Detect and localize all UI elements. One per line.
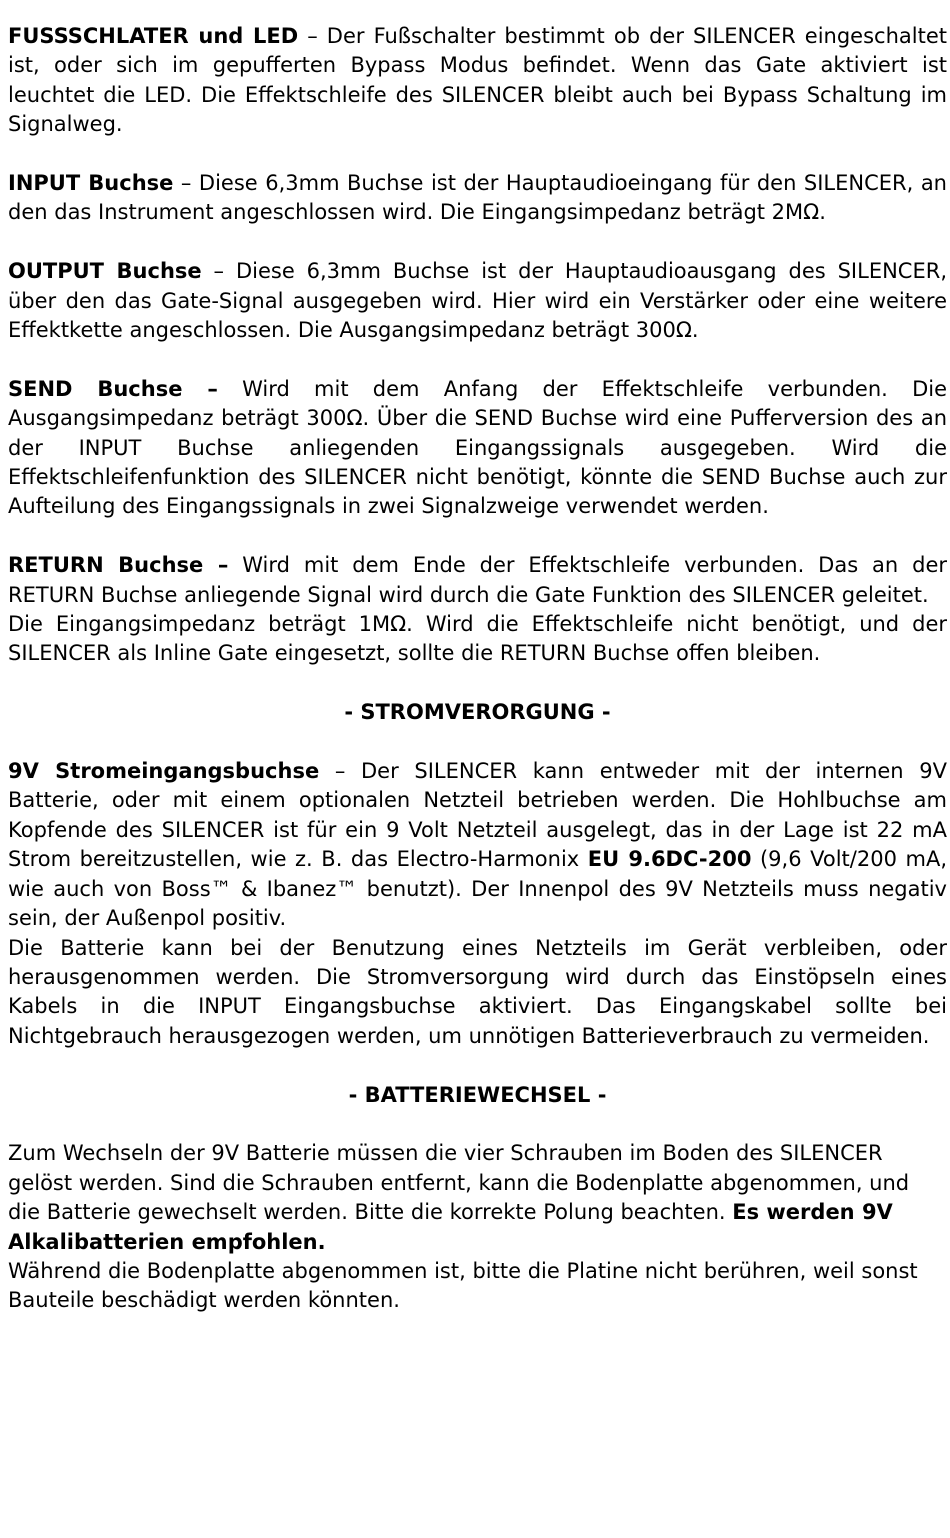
power-text-b: (9,6 Volt/200 mA, wie auch von Boss™ & Ibanez™ benutzt). Der Innenpol des 9V Netzteils muss negativ sein, der Außenpol positiv.: [8, 847, 947, 931]
battery-recommendation: Es werden 9V Alkalibatterien empfohlen.: [8, 1200, 893, 1254]
output-paragraph: [8, 257, 947, 345]
footswitch-text: – Der Fußschalter bestimmt ob der SILENCER eingeschaltet ist, oder sich im gepufferten Bypass Modus befindet. Wenn das Gate aktiviert ist leuchtet die LED. Die Effektschleife des SILENCER bleibt auch bei Bypass Schaltung im Signalweg.: [8, 24, 947, 137]
power-paragraph: [8, 757, 947, 933]
return-label: RETURN Buchse –: [8, 553, 229, 578]
battery-text: Zum Wechseln der 9V Batterie müssen die vier Schrauben im Boden des SILENCER gelöst werden. Sind die Schrauben entfernt, kann die Bodenplatte abgenommen, und die Batterie gewechselt werden. Bitte die korrekte Polung beachten.: [8, 1141, 910, 1225]
return-impedance-paragraph: [8, 610, 947, 669]
power-label: 9V Stromeingangsbuchse: [8, 759, 320, 784]
input-text: – Diese 6,3mm Buchse ist der Hauptaudioeingang für den SILENCER, an den das Instrument angeschlossen wird. Die Eingangsimpedanz beträgt 2MΩ.: [8, 171, 947, 225]
return-paragraph: [8, 551, 947, 610]
document-page: [8, 22, 947, 1345]
output-text: – Diese 6,3mm Buchse ist der Hauptaudioausgang des SILENCER, über den das Gate-Signal ausgegeben wird. Hier wird ein Verstärker oder eine weitere Effektkette angeschlossen. Die Ausgangsimpedanz beträgt 300Ω.: [8, 259, 947, 343]
battery-warning-text: Während die Bodenplatte abgenommen ist, bitte die Platine nicht berühren, weil sonst Bauteile beschädigt werden könnten.: [8, 1258, 918, 1313]
battery-paragraph: [8, 1139, 947, 1257]
footswitch-paragraph: [8, 22, 947, 140]
return-text: Wird mit dem Ende der Effektschleife verbunden. Das an der RETURN Buchse anliegende Signal wird durch die Gate Funktion des SILENCER geleitet.: [8, 553, 948, 607]
power-heading: - STROMVERORGUNG -: [344, 700, 611, 725]
power-text-a: – Der SILENCER kann entweder mit der internen 9V Batterie, oder mit einem optionalen Netzteil betrieben werden. Die Hohlbuchse am Kopfende des SILENCER ist für ein 9 Volt Netzteil ausgelegt, das in der Lage ist 22 mA Strom bereitzustellen, wie z. B. das Electro-Harmonix: [8, 759, 948, 872]
send-text: Wird mit dem Anfang der Effektschleife verbunden. Die Ausgangsimpedanz beträgt 300Ω. Über die SEND Buchse wird eine Pufferversion des an der INPUT Buchse anliegenden Eingangssignals ausgegeben. Wird die Effektschleifenfunktion des SILENCER nicht benötigt, könnte die SEND Buchse auch zur Aufteilung des Eingangssignals in zwei Signalzweige verwendet werden.: [8, 376, 947, 519]
input-label: INPUT Buchse: [8, 171, 174, 196]
return-impedance-text: Die Eingangsimpedanz beträgt 1MΩ. Wird die Effektschleife nicht benötigt, und der SILENCER als Inline Gate eingesetzt, sollte die RETURN Buchse offen bleiben.: [8, 612, 947, 666]
footswitch-label: FUSSSCHLATER und LED: [8, 24, 299, 48]
power-battery-text: Die Batterie kann bei der Benutzung eines Netzteils im Gerät verbleiben, oder herausgenommen werden. Die Stromversorgung wird durch das Einstöpseln eines Kabels in die INPUT Eingangsbuchse aktiviert. Das Eingangskabel sollte bei Nichtgebrauch herausgezogen werden, um unnötigen Batterieverbrauch zu vermeiden.: [8, 935, 947, 1048]
send-paragraph: [8, 375, 947, 522]
input-paragraph: [8, 169, 947, 228]
battery-heading: - BATTERIEWECHSEL -: [348, 1082, 607, 1107]
power-battery-paragraph: [8, 934, 947, 1052]
output-label: OUTPUT Buchse: [8, 259, 202, 284]
send-label: SEND Buchse –: [8, 376, 218, 401]
power-model: EU 9.6DC-200: [587, 847, 752, 872]
battery-warning-paragraph: [8, 1257, 947, 1316]
